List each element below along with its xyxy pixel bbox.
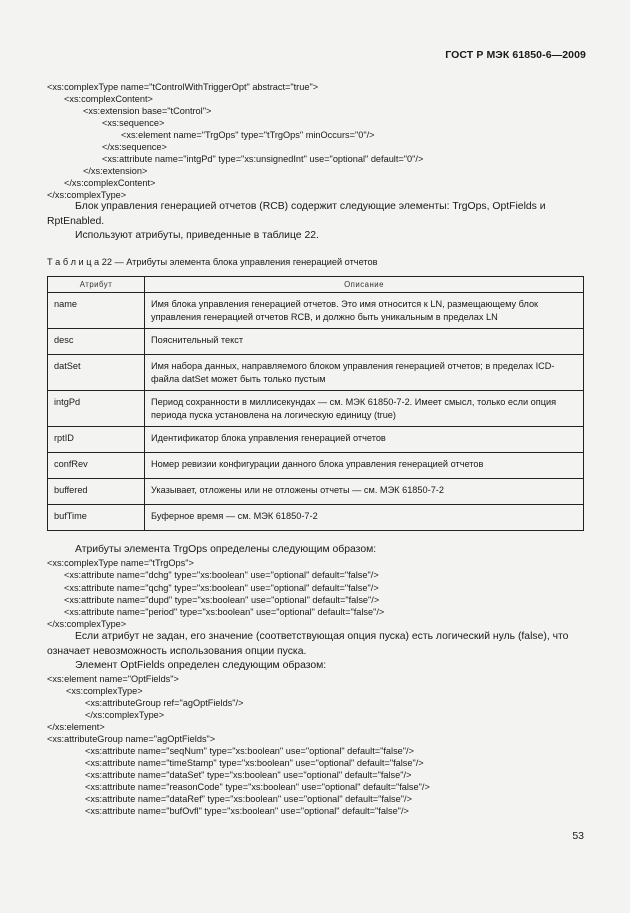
table-row bbox=[48, 293, 584, 329]
cell-attribute: buffered bbox=[48, 479, 145, 505]
code-line: <xs:extension base="tControl"> bbox=[83, 106, 212, 116]
cell-attribute: bufTime bbox=[48, 505, 145, 531]
page-header: ГОСТ Р МЭК 61850-6—2009 bbox=[445, 49, 586, 61]
code-line: <xs:attribute name="dataRef" type="xs:boolean" use="optional" default="false"/> bbox=[85, 794, 412, 804]
column-header-attribute: Атрибут bbox=[48, 277, 145, 293]
paragraph-attributes: Используют атрибуты, приведенные в таблице 22. bbox=[75, 230, 319, 241]
cell-attribute: intgPd bbox=[48, 391, 145, 427]
table-caption: Т а б л и ц а 22 — Атрибуты элемента блока управления генерацией отчетов bbox=[47, 257, 378, 267]
cell-attribute: desc bbox=[48, 329, 145, 355]
code-line: <xs:complexType name="tTrgOps"> bbox=[47, 558, 194, 568]
table-row bbox=[48, 329, 584, 355]
code-line: <xs:element name="OptFields"> bbox=[47, 674, 179, 684]
code-line: <xs:attribute name="reasonCode" type="xs:boolean" use="optional" default="false"/> bbox=[85, 782, 430, 792]
code-line: <xs:attribute name="qchg" type="xs:boolean" use="optional" default="false"/> bbox=[64, 583, 379, 593]
table-row bbox=[48, 355, 584, 391]
code-line: </xs:element> bbox=[47, 722, 105, 732]
code-line: <xs:sequence> bbox=[102, 118, 165, 128]
code-line: </xs:complexType> bbox=[47, 190, 127, 200]
attribute-table bbox=[47, 276, 584, 531]
code-line: <xs:attribute name="dchg" type="xs:boolean" use="optional" default="false"/> bbox=[64, 570, 379, 580]
code-line: <xs:complexContent> bbox=[64, 94, 153, 104]
code-line: </xs:complexType> bbox=[85, 710, 165, 720]
cell-description: Имя набора данных, направляемого блоком управления генерацией отчетов; в пределах ICD-файла datSet может быть только пустым bbox=[145, 355, 584, 391]
paragraph-not-set: Если атрибут не задан, его значение (соответствующая опция пуска) есть логический нуль (false), что означает невозможность использования опции пуска. bbox=[47, 631, 569, 657]
table-row bbox=[48, 505, 584, 531]
code-line: <xs:attribute name="seqNum" type="xs:boolean" use="optional" default="false"/> bbox=[85, 746, 414, 756]
code-line: </xs:sequence> bbox=[102, 142, 167, 152]
cell-description: Имя блока управления генерацией отчетов. Это имя относится к LN, размещающему блок управления генерацией отчетов RCB, и должно быть уникальным в пределах LN bbox=[145, 293, 584, 329]
page-number: 53 bbox=[572, 830, 584, 842]
cell-description: Идентификатор блока управления генерацией отчетов bbox=[145, 427, 584, 453]
code-line: <xs:attribute name="period" type="xs:boolean" use="optional" default="false"/> bbox=[64, 607, 385, 617]
code-line: <xs:attribute name="dupd" type="xs:boolean" use="optional" default="false"/> bbox=[64, 595, 380, 605]
code-line: <xs:attribute name="timeStamp" type="xs:boolean" use="optional" default="false"/> bbox=[85, 758, 424, 768]
paragraph-rcb: Блок управления генерацией отчетов (RCB) содержит следующие элементы: TrgOps, OptFields и RptEnabled. bbox=[47, 201, 546, 227]
table-row bbox=[48, 479, 584, 505]
code-line: <xs:attribute name="intgPd" type="xs:unsignedInt" use="optional" default="0"/> bbox=[102, 154, 424, 164]
cell-attribute: datSet bbox=[48, 355, 145, 391]
cell-description: Указывает, отложены или не отложены отчеты — см. МЭК 61850-7-2 bbox=[145, 479, 584, 505]
paragraph-optfields: Элемент OptFields определен следующим образом: bbox=[75, 660, 327, 671]
cell-attribute: rptID bbox=[48, 427, 145, 453]
code-line: <xs:attributeGroup name="agOptFields"> bbox=[47, 734, 216, 744]
cell-attribute: name bbox=[48, 293, 145, 329]
code-line: </xs:extension> bbox=[83, 166, 148, 176]
code-line: <xs:complexType name="tControlWithTriggerOpt" abstract="true"> bbox=[47, 82, 319, 92]
table-row bbox=[48, 427, 584, 453]
cell-description: Номер ревизии конфигурации данного блока управления генерацией отчетов bbox=[145, 453, 584, 479]
code-line: <xs:element name="TrgOps" type="tTrgOps" minOccurs="0"/> bbox=[121, 130, 375, 140]
code-line: <xs:attribute name="dataSet" type="xs:boolean" use="optional" default="false"/> bbox=[85, 770, 412, 780]
cell-description: Период сохранности в миллисекундах — см. МЭК 61850-7-2. Имеет смысл, только если опция периода пуска установлена на логическую единицу (true) bbox=[145, 391, 584, 427]
code-line: </xs:complexType> bbox=[47, 619, 127, 629]
code-line: <xs:complexType> bbox=[66, 686, 143, 696]
table-row bbox=[48, 391, 584, 427]
cell-description: Пояснительный текст bbox=[145, 329, 584, 355]
code-line: <xs:attribute name="bufOvfl" type="xs:boolean" use="optional" default="false"/> bbox=[85, 806, 409, 816]
table-row bbox=[48, 453, 584, 479]
cell-attribute: confRev bbox=[48, 453, 145, 479]
paragraph-trgops: Атрибуты элемента TrgOps определены следующим образом: bbox=[75, 544, 377, 555]
column-header-description: Описание bbox=[145, 277, 584, 293]
cell-description: Буферное время — см. МЭК 61850-7-2 bbox=[145, 505, 584, 531]
code-line: </xs:complexContent> bbox=[64, 178, 156, 188]
code-line: <xs:attributeGroup ref="agOptFields"/> bbox=[85, 698, 244, 708]
